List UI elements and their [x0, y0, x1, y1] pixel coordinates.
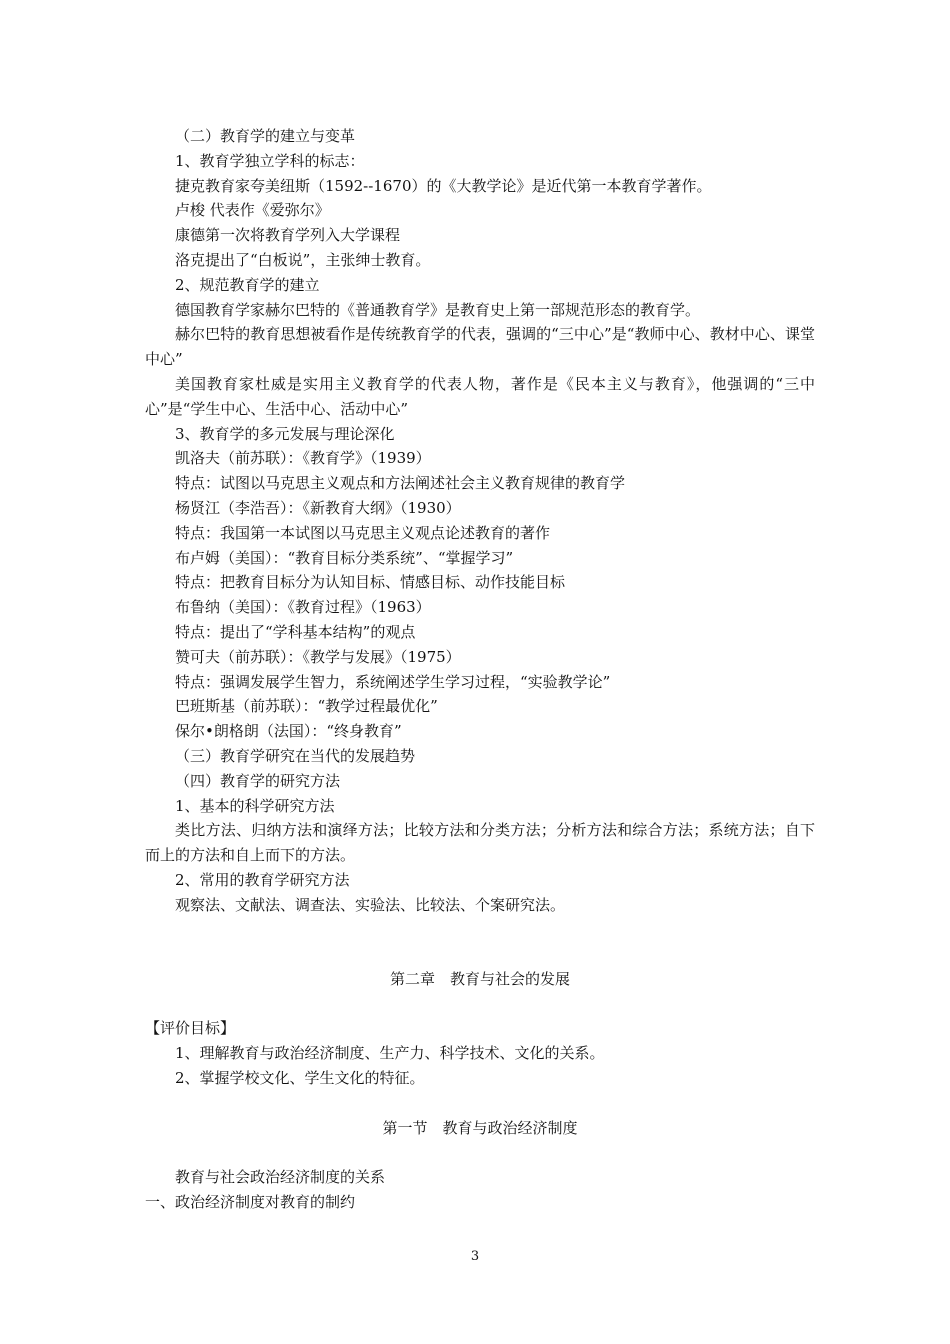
- paragraph: 凯洛夫（前苏联）：《教育学》（1939）: [175, 449, 431, 468]
- paragraph: 特点：强调发展学生智力，系统阐述学生学习过程，“实验教学论”: [175, 672, 611, 691]
- paragraph: 洛克提出了“白板说”，主张绅士教育。: [175, 250, 431, 269]
- objectives-label: 【评价目标】: [145, 1019, 236, 1038]
- paragraph: 观察法、文献法、调查法、实验法、比较法、个案研究法。: [175, 895, 566, 914]
- page-number: 3: [470, 1249, 480, 1264]
- paragraph: 康德第一次将教育学列入大学课程: [175, 226, 401, 245]
- paragraph: 1、教育学独立学科的标志：: [175, 151, 365, 170]
- paragraph: （二）教育学的建立与变革: [175, 127, 356, 145]
- paragraph: 赫尔巴特的教育思想被看作是传统教育学的代表，强调的“三中心”是“教师中心、教材中心、课堂中心”: [145, 325, 815, 369]
- paragraph: 卢梭 代表作《爱弥尔》: [175, 201, 330, 220]
- paragraph: 特点：我国第一本试图以马克思主义观点论述教育的著作: [175, 523, 551, 542]
- section-point: 一、政治经济制度对教育的制约: [145, 1193, 356, 1212]
- paragraph: 保尔•朗格朗（法国）：“终身教育”: [175, 722, 402, 741]
- chapter-title: 第二章 教育与社会的发展: [389, 969, 570, 988]
- paragraph: 杨贤江（李浩吾）：《新教育大纲》（1930）: [175, 498, 461, 517]
- paragraph: （三）教育学研究在当代的发展趋势: [175, 746, 416, 765]
- paragraph: 1、基本的科学研究方法: [175, 796, 335, 815]
- paragraph: 特点：把教育目标分为认知目标、情感目标、动作技能目标: [175, 573, 566, 592]
- section-education-history: [145, 124, 815, 918]
- paragraph: 2、常用的教育学研究方法: [175, 870, 350, 889]
- section-title: 第一节 教育与政治经济制度: [382, 1118, 578, 1137]
- paragraph: （四）教育学的研究方法: [175, 771, 341, 790]
- objective-item: 1、理解教育与政治经济制度、生产力、科学技术、文化的关系。: [175, 1044, 605, 1063]
- paragraph: 赞可夫（前苏联）：《教学与发展》（1975）: [175, 647, 461, 666]
- section-intro: 教育与社会政治经济制度的关系: [175, 1168, 386, 1187]
- paragraph: 美国教育家杜威是实用主义教育学的代表人物，著作是《民本主义与教育》，他强调的“三中心”是“学生中心、生活中心、活动中心”: [145, 374, 815, 418]
- page-content: [145, 124, 815, 1215]
- paragraph: 特点：提出了“学科基本结构”的观点: [175, 622, 416, 641]
- objective-item: 2、掌握学校文化、学生文化的特征。: [175, 1068, 425, 1087]
- paragraph: 布鲁纳（美国）：《教育过程》（1963）: [175, 598, 431, 617]
- paragraph: 德国教育学家赫尔巴特的《普通教育学》是教育史上第一部规范形态的教育学。: [175, 300, 701, 319]
- paragraph: 布卢姆（美国）：“教育目标分类系统”、“掌握学习”: [175, 548, 514, 567]
- paragraph: 3、教育学的多元发展与理论深化: [175, 424, 395, 443]
- paragraph: 巴班斯基（前苏联）：“教学过程最优化”: [175, 697, 438, 716]
- paragraph: 捷克教育家夸美纽斯（1592--1670）的《大教学论》是近代第一本教育学著作。: [175, 176, 712, 195]
- paragraph: 类比方法、归纳方法和演绎方法；比较方法和分类方法；分析方法和综合方法；系统方法；自下而上的方法和自上而下的方法。: [145, 821, 815, 865]
- paragraph: 特点：试图以马克思主义观点和方法阐述社会主义教育规律的教育学: [175, 474, 626, 493]
- paragraph: 2、规范教育学的建立: [175, 275, 320, 294]
